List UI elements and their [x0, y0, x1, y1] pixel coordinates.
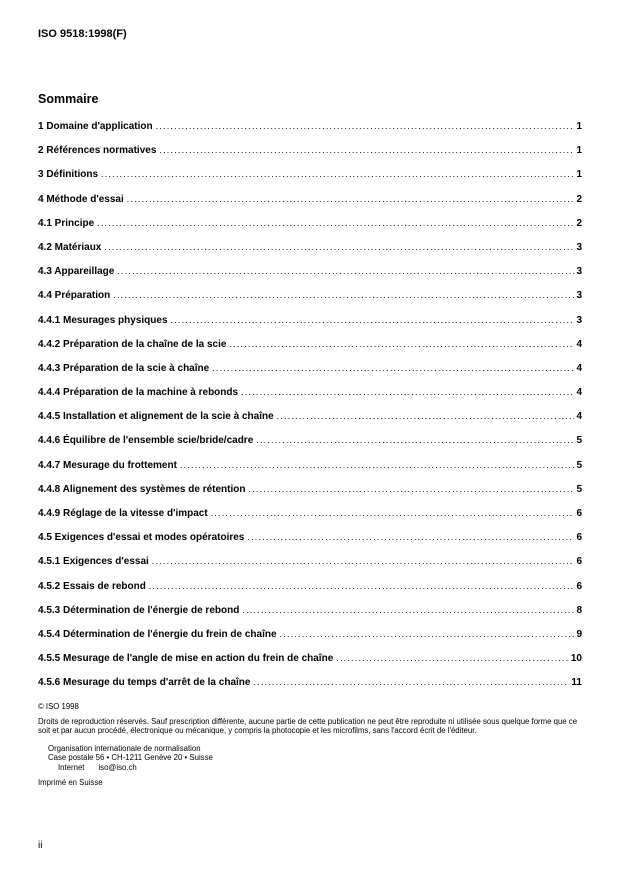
toc-entry-label: 4.4.7 Mesurage du frottement [38, 459, 177, 471]
toc-entry-page: 10 [570, 653, 582, 665]
toc-leader-dots [229, 339, 574, 350]
toc-entry-page: 5 [576, 483, 582, 495]
toc-leader-dots [212, 363, 574, 374]
page-footer [38, 702, 582, 788]
toc-entry-page: 1 [576, 169, 582, 181]
toc-entry [38, 653, 582, 664]
toc-entry [38, 411, 582, 422]
toc-entry [38, 629, 582, 640]
toc-leader-dots [97, 218, 574, 229]
toc-leader-dots [336, 653, 569, 664]
toc-entry [38, 435, 582, 446]
toc-leader-dots [101, 169, 574, 180]
toc-entry-label: 4.4.6 Équilibre de l'ensemble scie/bride/cadre [38, 435, 254, 447]
toc-leader-dots [113, 290, 574, 301]
toc-leader-dots [247, 532, 574, 543]
toc-entry-label: 4.4 Préparation [38, 290, 111, 302]
internet-label: Internet [58, 762, 85, 772]
toc-entry [38, 363, 582, 374]
toc-list [38, 121, 582, 688]
toc-leader-dots [241, 387, 574, 398]
toc-title: Sommaire [38, 92, 99, 106]
toc-entry [38, 484, 582, 495]
toc-entry-page: 1 [576, 145, 582, 157]
toc-leader-dots [253, 677, 569, 688]
toc-entry [38, 169, 582, 180]
toc-leader-dots [256, 435, 574, 446]
toc-leader-dots [149, 581, 575, 592]
toc-entry-label: 4.5.2 Essais de rebond [38, 580, 146, 592]
toc-entry [38, 581, 582, 592]
toc-entry-label: 4.5.6 Mesurage du temps d'arrêt de la chaîne [38, 677, 251, 689]
toc-entry [38, 121, 582, 132]
toc-entry [38, 556, 582, 567]
toc-entry [38, 339, 582, 350]
toc-entry-page: 6 [576, 532, 582, 544]
toc-leader-dots [180, 460, 575, 471]
toc-entry-page: 2 [576, 217, 582, 229]
toc-entry [38, 508, 582, 519]
toc-entry-label: 4.3 Appareillage [38, 266, 115, 278]
toc-entry-page: 3 [576, 266, 582, 278]
publisher-block [48, 744, 582, 773]
toc-leader-dots [127, 194, 575, 205]
toc-entry-page: 4 [576, 338, 582, 350]
printed-in-notice: Imprimé en Suisse [38, 778, 103, 788]
toc-leader-dots [242, 605, 574, 616]
toc-entry [38, 387, 582, 398]
toc-entry [38, 218, 582, 229]
toc-entry [38, 266, 582, 277]
toc-leader-dots [171, 315, 575, 326]
toc-entry-label: 4.4.4 Préparation de la machine à rebonds [38, 387, 239, 399]
toc-leader-dots [117, 266, 574, 277]
toc-entry-page: 4 [576, 362, 582, 374]
toc-entry [38, 242, 582, 253]
copyright-notice: © ISO 1998 [38, 702, 79, 712]
toc-entry-label: 4.5.1 Exigences d'essai [38, 556, 149, 568]
toc-entry-page: 6 [576, 508, 582, 519]
toc-entry-label: 4.4.5 Installation et alignement de la scie à chaîne [38, 411, 274, 423]
toc-entry [38, 460, 582, 471]
toc-leader-dots [280, 629, 575, 640]
toc-entry-page: 4 [576, 411, 582, 423]
toc-entry-page: 11 [571, 677, 582, 689]
toc-entry [38, 532, 582, 543]
toc-entry [38, 605, 582, 616]
toc-entry-page: 3 [576, 241, 582, 253]
toc-entry [38, 145, 582, 156]
toc-entry-page: 5 [576, 459, 582, 471]
internet-email: iso@iso.ch [98, 762, 137, 772]
toc-entry-label: 4.4.8 Alignement des systèmes de rétention [38, 483, 246, 495]
toc-entry-label: 1 Domaine d'application [38, 121, 153, 132]
toc-leader-dots [159, 145, 574, 156]
document-reference: ISO 9518:1998(F) [38, 28, 127, 40]
toc-entry-page: 6 [576, 580, 582, 592]
toc-leader-dots [277, 411, 575, 422]
rights-text: Droits de reproduction réservés. Sauf prescription différente, aucune partie de cette publication ne peut être reproduite ni utilisée sous quelque forme que ce soit et par aucun procédé, électronique ou mécanique, y compris la photocopie et les microfilms, sans l'accord écrit de l'éditeur. [38, 716, 578, 736]
toc-entry-label: 4.5.4 Détermination de l'énergie du frein de chaîne [38, 628, 277, 640]
toc-entry [38, 677, 582, 688]
toc-entry-page: 4 [576, 387, 582, 399]
toc-entry-page: 3 [576, 314, 582, 326]
toc-entry-label: 4 Méthode d'essai [38, 193, 124, 205]
toc-leader-dots [156, 121, 575, 132]
publisher-address: Case postale 56 • CH-1211 Genève 20 • Suisse [48, 753, 213, 763]
toc-entry-label: 2 Références normatives [38, 145, 157, 157]
toc-entry [38, 315, 582, 326]
toc-entry-label: 4.4.2 Préparation de la chaîne de la scie [38, 338, 227, 350]
toc-leader-dots [104, 242, 574, 253]
toc-entry-page: 2 [576, 193, 582, 205]
publisher-name: Organisation internationale de normalisation [48, 743, 201, 753]
toc-entry-label: 4.4.9 Réglage de la vitesse d'impact [38, 508, 208, 519]
toc-entry-page: 6 [576, 556, 582, 568]
toc-entry-page: 1 [576, 121, 582, 132]
toc-entry-label: 4.5.3 Détermination de l'énergie de rebond [38, 604, 240, 616]
toc-entry-page: 8 [576, 604, 582, 616]
toc-entry-page: 3 [576, 290, 582, 302]
page-number: ii [38, 840, 43, 851]
toc-leader-dots [152, 556, 575, 567]
toc-entry-page: 9 [576, 628, 582, 640]
toc-entry-label: 4.4.1 Mesurages physiques [38, 314, 168, 326]
publisher-internet [58, 763, 582, 773]
toc-entry-label: 4.2 Matériaux [38, 241, 102, 253]
toc-entry-label: 4.4.3 Préparation de la scie à chaîne [38, 362, 210, 374]
toc-entry-label: 4.5.5 Mesurage de l'angle de mise en action du frein de chaîne [38, 653, 334, 665]
toc-entry [38, 290, 582, 301]
toc-leader-dots [211, 508, 575, 519]
toc-leader-dots [248, 484, 574, 495]
toc-entry [38, 194, 582, 205]
toc-entry-label: 4.1 Principe [38, 217, 95, 229]
toc-entry-page: 5 [576, 435, 582, 447]
toc-entry-label: 4.5 Exigences d'essai et modes opératoires [38, 532, 245, 544]
toc-entry-label: 3 Définitions [38, 169, 99, 181]
